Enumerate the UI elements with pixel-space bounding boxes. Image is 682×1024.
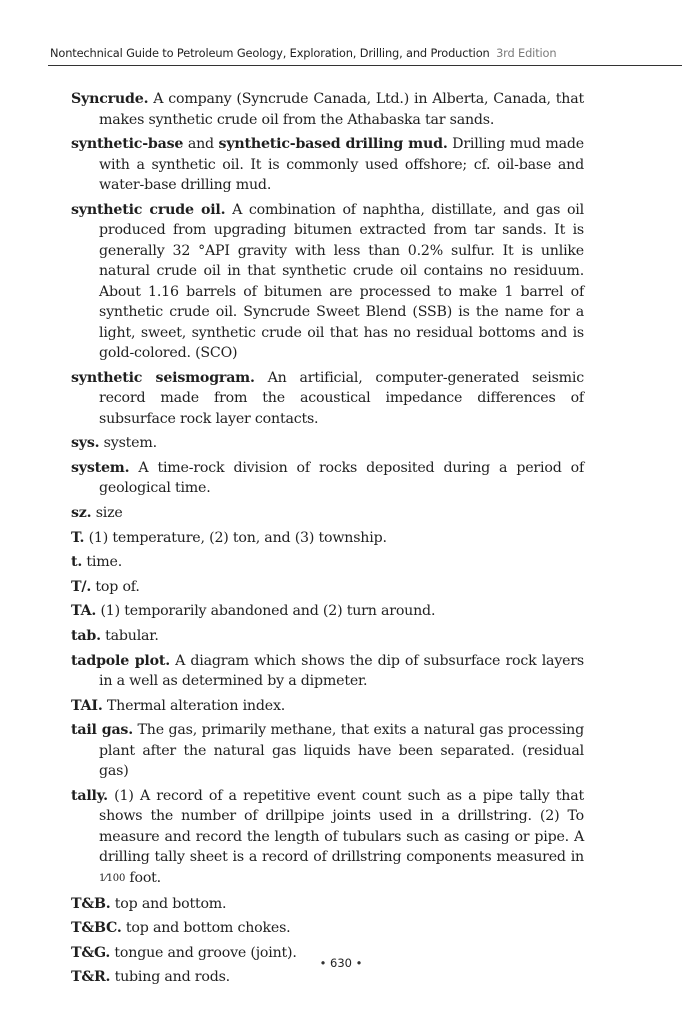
glossary-entry <box>71 626 584 647</box>
entry-term: T&B. <box>71 895 111 912</box>
entry-term: tadpole plot. <box>71 652 170 669</box>
entry-definition-tail: foot. <box>125 869 161 886</box>
entry-definition: A company (Syncrude Canada, Ltd.) in Alberta, Canada, that makes synthetic crude oil from the Athabaska tar sands. <box>99 91 584 128</box>
entry-definition: (1) temperature, (2) ton, and (3) township. <box>84 529 387 546</box>
book-title: Nontechnical Guide to Petroleum Geology, Exploration, Drilling, and Production <box>50 46 490 60</box>
entry-term: TA. <box>71 603 97 620</box>
glossary-entry <box>71 368 584 430</box>
entry-definition: system. <box>99 435 157 452</box>
glossary-entry <box>71 696 584 717</box>
entry-term: synthetic seismogram. <box>71 369 255 386</box>
entry-definition: tongue and groove (joint). <box>110 944 297 961</box>
entry-term: sys. <box>71 435 100 452</box>
bullet-icon: • <box>355 956 363 970</box>
entry-term: T/. <box>71 578 92 595</box>
running-head <box>50 46 682 64</box>
bullet-icon: • <box>319 956 327 970</box>
entry-definition: Drilling mud made with a synthetic oil. It is commonly used offshore; cf. oil-base and water-base drilling mud. <box>99 136 584 194</box>
fraction-one-hundredth: 1⁄100 <box>99 872 126 884</box>
entry-term: T&G. <box>71 944 111 961</box>
glossary-entry <box>71 894 584 915</box>
glossary-entry <box>71 552 584 573</box>
glossary-entry <box>71 503 584 524</box>
glossary-entry <box>71 134 584 196</box>
glossary-entries <box>71 89 584 992</box>
entry-definition: (1) temporarily abandoned and (2) turn around. <box>96 603 436 620</box>
glossary-entry <box>71 458 584 499</box>
entry-definition: top and bottom chokes. <box>121 920 291 937</box>
entry-definition: top and bottom. <box>110 895 227 912</box>
entry-connector: and <box>183 136 219 153</box>
entry-term: synthetic crude oil. <box>71 201 226 218</box>
entry-term: T&BC. <box>71 920 122 937</box>
entry-definition: The gas, primarily methane, that exits a natural gas processing plant after the natural gas liquids have been separated. (residual gas) <box>99 722 584 780</box>
entry-definition: A time-rock division of rocks deposited during a period of geological time. <box>99 459 584 497</box>
page-number-value: 630 <box>330 956 352 970</box>
glossary-entry <box>71 89 584 130</box>
entry-definition: An artificial, computer-generated seismic record made from the acoustical impedance differences of subsurface rock layer contacts. <box>99 369 585 427</box>
glossary-entry <box>71 433 584 454</box>
glossary-entry <box>71 577 584 598</box>
entry-term: TAI. <box>71 697 103 714</box>
entry-term: t. <box>71 554 83 571</box>
entry-term: sz. <box>71 505 92 522</box>
entry-definition: top of. <box>91 578 140 595</box>
glossary-entry <box>71 528 584 549</box>
glossary-entry <box>71 967 584 988</box>
glossary-entry <box>71 918 584 939</box>
glossary-entry <box>71 720 584 782</box>
entry-term: tab. <box>71 628 101 645</box>
entry-term: tail gas. <box>71 722 133 739</box>
entry-term: tally. <box>71 787 108 804</box>
entry-definition: A diagram which shows the dip of subsurface rock layers in a well as determined by a dipmeter. <box>99 652 584 690</box>
glossary-entry <box>71 651 584 692</box>
entry-definition: time. <box>82 554 123 571</box>
entry-definition: (1) A record of a repetitive event count such as a pipe tally that shows the number of drillpipe joints used in a drillstring. (2) To measure and record the length of tubulars such as casing or pipe. A drilling tally sheet is a record of drillstring components measured in <box>99 787 584 866</box>
glossary-entry <box>71 601 584 622</box>
entry-definition: tabular. <box>100 628 159 645</box>
entry-term: T&R. <box>71 969 111 986</box>
glossary-entry <box>71 200 584 364</box>
entry-definition: A combination of naphtha, distillate, and gas oil produced from upgrading bitumen extracted from tar sands. It is generally 32 °API gravity with less than 0.2% sulfur. It is unlike natural crude oil in that synthetic crude oil contains no residuum. About 1.16 barrels of bitumen are processed to make 1 barrel of synthetic crude oil. Syncrude Sweet Blend (SSB) is the name for a light, sweet, synthetic crude oil that has no residual bottoms and is gold-colored. (SCO) <box>99 201 584 362</box>
entry-term: T. <box>71 529 85 546</box>
edition-label: 3rd Edition <box>496 46 557 60</box>
entry-term: Syncrude. <box>71 91 149 107</box>
entry-definition: Thermal alteration index. <box>102 697 286 714</box>
entry-term: system. <box>71 459 130 476</box>
entry-definition: tubing and rods. <box>110 969 230 986</box>
glossary-entry <box>71 786 584 890</box>
entry-term-alt: synthetic-based drilling mud. <box>218 136 448 153</box>
header-rule <box>48 65 682 66</box>
entry-term: synthetic-base <box>71 136 184 153</box>
page-number <box>0 956 682 970</box>
entry-definition: size <box>91 505 123 522</box>
